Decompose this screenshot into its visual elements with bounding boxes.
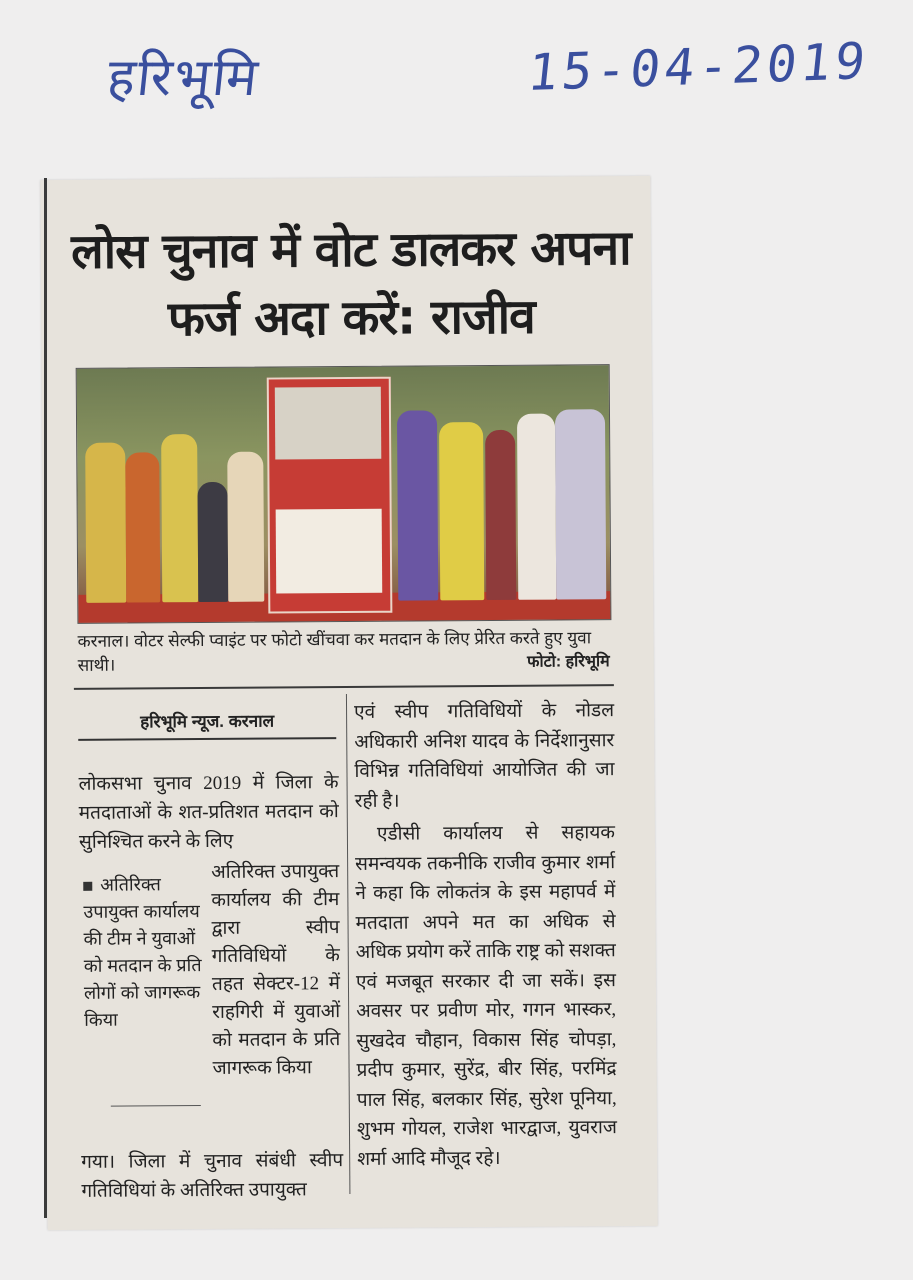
photo-person bbox=[125, 452, 160, 602]
photo-caption bbox=[77, 626, 609, 678]
photo-person bbox=[161, 434, 198, 602]
column2-body bbox=[354, 696, 617, 1178]
article-photo bbox=[76, 364, 612, 624]
caption-divider bbox=[74, 684, 614, 690]
column1-intro: लोकसभा चुनाव 2019 में जिला के मतदाताओं के शत-प्रतिशत मतदान को सुनिश्चित करने के लिए bbox=[78, 772, 339, 853]
clipping-edge-line bbox=[44, 178, 47, 1218]
photo-person bbox=[439, 422, 484, 600]
bullet-icon bbox=[83, 882, 92, 891]
pull-quote-rule bbox=[111, 1105, 201, 1107]
article-byline: हरिभूमि न्यूज. करनाल bbox=[78, 708, 336, 741]
pull-quote bbox=[83, 871, 204, 1034]
column2-paragraph-1: एवं स्वीप गतिविधियों के नोडल अधिकारी अनिश यादव के निर्देशानुसार विभिन्न गतिविधियां आयोजित की जा रही है। bbox=[353, 700, 615, 812]
article-headline: लोस चुनाव में वोट डालकर अपना फर्ज अदा करें: राजीव bbox=[70, 220, 631, 348]
column1-bottom: गया। जिला में चुनाव संबंधी स्वीप गतिविधियां के अतिरिक्त उपायुक्त bbox=[81, 1150, 344, 1202]
pull-quote-text: अतिरिक्त उपायुक्त कार्यालय की टीम ने युवाओं को मतदान के प्रति लोगों को जागरूक किया bbox=[83, 874, 202, 1030]
handwritten-date: 15-04-2019 bbox=[525, 31, 872, 103]
photo-person bbox=[85, 443, 126, 603]
column-divider bbox=[346, 694, 350, 1194]
photo-person bbox=[397, 410, 438, 600]
photo-selfie-board bbox=[267, 377, 393, 614]
newspaper-clipping bbox=[40, 176, 657, 1230]
photo-person bbox=[517, 414, 556, 600]
photo-board-lower-panel bbox=[276, 509, 383, 594]
photo-person bbox=[555, 409, 606, 599]
photo-caption-text: करनाल। वोटर सेल्फी प्वाइंट पर फोटो खींचवा कर मतदान के लिए प्रेरित करते हुए युवा साथी। bbox=[77, 628, 592, 675]
column2-paragraph-2: एडीसी कार्यालय से सहायक समन्वयक तकनीकि राजीव कुमार शर्मा ने कहा कि लोकतंत्र के इस महापर्व में मतदाता अपने मत का अधिक से अधिक प्रयोग करें ताकि राष्ट्र को सशक्त एवं मजबूत सरकार दी जा सकें। इस अवसर पर प्रवीण मोर, गगन भास्कर, सुखदेव चौहान, विकास सिंह चोपड़ा, प्रदीप कुमार, सुरेंद्र, बीर सिंह, परमिंद्र पाल सिंह, बलकार सिंह, सुरेश पूनिया, शुभम गोयल, राजेश भारद्वाज, युवराज शर्मा आदि मौजूद रहे। bbox=[355, 822, 618, 1170]
column1-body: अतिरिक्त उपायुक्त कार्यालय की टीम द्वारा स्वीप गतिविधियों के तहत सेक्टर-12 में राहगिरी में युवाओं को मतदान के प्रति जागरूक किया bbox=[211, 861, 341, 1079]
photo-credit: फोटो: हरिभूमि bbox=[527, 653, 610, 671]
photo-person bbox=[197, 482, 228, 602]
photo-person bbox=[227, 452, 264, 602]
photo-board-top-panel bbox=[275, 387, 382, 460]
handwritten-newspaper-name: हरिभूमि bbox=[104, 48, 263, 108]
photo-person bbox=[485, 430, 516, 600]
